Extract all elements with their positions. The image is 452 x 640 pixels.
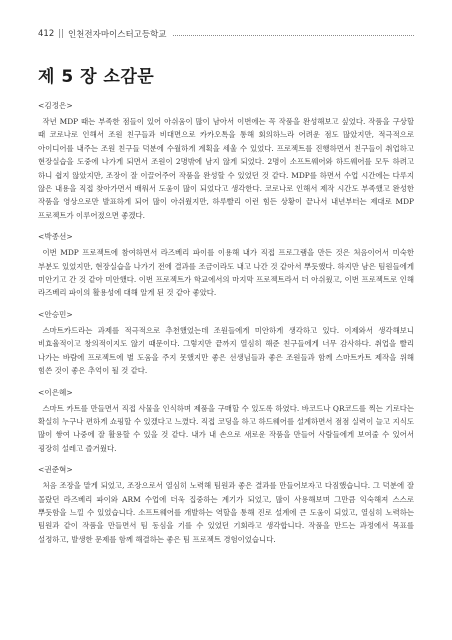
chapter-title: 제 5 장 소감문 <box>38 67 155 87</box>
reflection-text: 작년 MDP 때는 부족한 점들이 있어 아쉬움이 많이 남아서 이번에는 꼭 작품을 완성해보고 싶었다. 작품을 구상할 때 코로나로 인해서 조원 친구들과 비대면으로 카카오톡을 통해 회의하느라 어려운 점도 많았지만, 적극적으로 아이디어를 내주는 조원 친구들 덕분에 수월하게 계획을 세울 수 있었다. 프로젝트를 진행하면서 친구들이 취업하고 현장실습을 도중에 나가게 되면서 조원이 2명밖에 남지 않게 되었다. 2명이 소프트웨어와 하드웨어를 모두 하려고 하니 쉽지 않았지만, 조장이 잘 이끌어주어 작품을 완성할 수 있었던 것 같다. MDP를 하면서 수업 시간에는 다루지 않은 내용을 직접 찾아가면서 배워서 도움이 많이 되었다고 생각한다. 코로나로 인해서 제작 시간도 부족했고 완성한 작품을 영상으로만 발표하게 되어 많이 아쉬웠지만, 하루빨리 이런 힘든 상황이 끝나서 내년부터는 제대로 MDP 프로젝트가 이루어졌으면 좋겠다. <box>38 117 414 220</box>
reflection-lee-eunhye <box>38 387 414 456</box>
reflection-park-jongseon <box>38 231 414 300</box>
reflection-text: 이번 MDP 프로젝트에 참여하면서 라즈베리 파이를 이용해 내가 직접 프로그램을 만든 것은 처음이어서 미숙한 부분도 있었지만, 현장실습을 나가기 전에 결과를 조금이라도 내고 나간 것 같아서 뿌듯했다. 하지만 남은 팀원들에게 미안기고 간 것 같아 미안했다. 이번 프로젝트가 학교에서의 마지막 프로젝트라서 더 아쉬웠고, 이번 프로젝트로 인해 라즈베리 파이의 활용성에 대해 알게 된 것 같아 좋았다. <box>38 248 414 298</box>
author-name: <안승민> <box>38 309 73 319</box>
reflection-text: 스마트 카트를 만들면서 직접 사물을 인식하며 제품을 구매할 수 있도록 하였다. 바코드나 QR코드를 찍는 기로다는 확실히 누구나 편하게 쇼핑할 수 있겠다고 느꼈다. 직접 코딩을 하고 하드웨어를 설계하면서 점점 실력이 늘고 지식도 많이 쌓여 나중에 잘 활용할 수 있을 것 같다. 내가 내 손으로 새로운 작품을 만들어 사람들에게 보여줄 수 있어서 굉장히 설레고 즐거웠다. <box>38 403 414 453</box>
author-name: <이은혜> <box>38 387 73 397</box>
reflection-kwon-junhyeok <box>38 464 414 546</box>
author-name: <김정은> <box>38 101 73 110</box>
header-separator: || <box>58 29 64 39</box>
header-dotted-rule <box>173 35 414 36</box>
author-name: <박종선> <box>38 232 73 242</box>
author-name: <권준혁> <box>38 465 73 475</box>
school-name: 인천전자마이스터고등학교 <box>67 30 167 40</box>
reflection-text: 처음 조장을 맡게 되었고, 조장으로서 열심히 노력해 팀원과 좋은 결과를 만들어보자고 다짐했습니다. 그 덕분에 잘 몰랐던 라즈베리 파이와 ARM 수업에 더욱 집중하는 계기가 되었고, 많이 사용해보며 그만큼 익숙해져 스스로 뿌듯함을 느낄 수 있었습니다. 소프트웨어를 개발하는 역할을 통해 진로 설계에 큰 도움이 되었고, 열심히 노력하는 팀원과 같이 작품을 만들면서 팀 동심을 기를 수 있었던 기회라고 생각합니다. 작품을 만드는 과정에서 목표를 설정하고, 발생한 문제를 함께 해결하는 좋은 팀 프로젝트 경험이었습니다. <box>38 481 414 544</box>
reflection-text: 스마트카드라는 과제를 적극적으로 추천했었는데 조원들에게 미안하게 생각하고 있다. 이제와서 생각해보니 비효율적이고 창의적이지도 않기 때문이다. 그렇지만 끝까지 열심히 해준 친구들에게 너무 감사하다. 취업을 빨리 나가는 바람에 프로젝트에 별 도움을 주지 못했지만 좋은 선생님들과 좋은 조원들과 함께 스마트카트 제작을 위해 힘쓴 것이 좋은 추억이 될 것 같다. <box>38 325 414 376</box>
reflection-an-seungmin <box>38 309 414 378</box>
reflections-body <box>38 91 414 546</box>
reflection-kim-jeongeun <box>38 100 414 222</box>
running-header <box>38 27 414 41</box>
page-number: 412 <box>38 29 55 39</box>
